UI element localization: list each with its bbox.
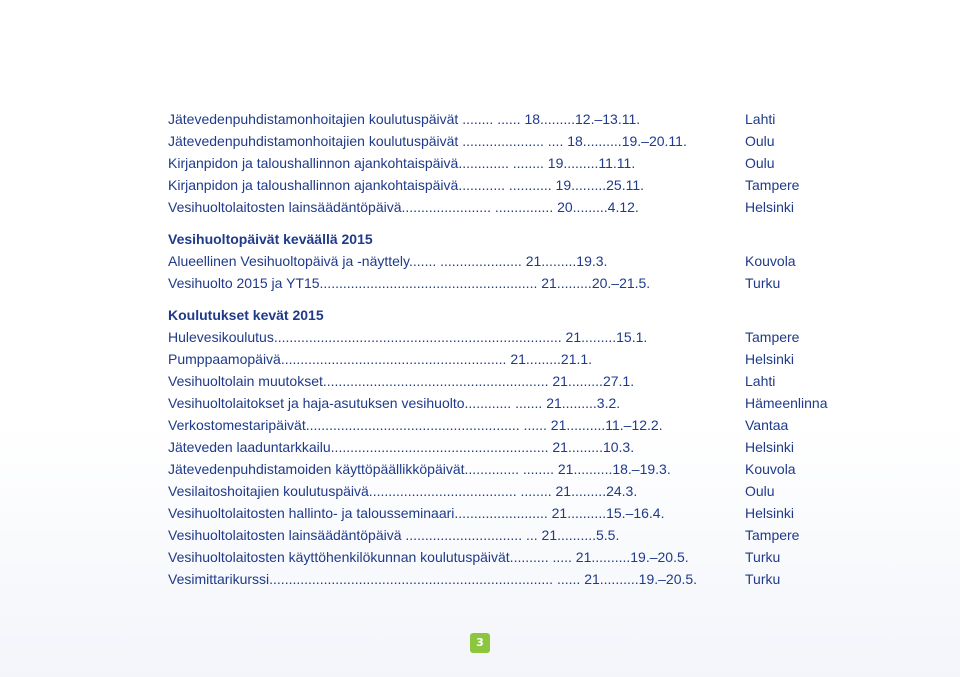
course-row: [168, 568, 868, 590]
course-entry: Jätevedenpuhdistamonhoitajien koulutuspäivät ........ ...... 18.........12.–13.11.: [168, 111, 641, 127]
course-entry: Vesihuolto 2015 ja YT15........................................................ 21.........20.–21.5.: [168, 275, 651, 291]
course-entry: Jäteveden laaduntarkkailu........................................................ 21.........10.3.: [168, 439, 635, 455]
course-row: [168, 502, 868, 524]
course-row: [168, 524, 868, 546]
course-entry: Jätevedenpuhdistamoiden käyttöpäällikköpäivät.............. ........ 21..........18.–19.3.: [168, 461, 671, 477]
course-city: Tampere: [745, 177, 800, 193]
course-entry: Verkostomestaripäivät....................................................... ...... 21..........11.–12.2.: [168, 417, 663, 433]
course-city: Oulu: [745, 133, 775, 149]
course-row: [168, 348, 868, 370]
course-city: Kouvola: [745, 253, 796, 269]
course-entry: Hulevesikoulutus.......................................................................... 21.........15.1.: [168, 329, 648, 345]
course-city: Turku: [745, 571, 781, 587]
page-number-badge: 3: [470, 633, 490, 653]
course-row: [168, 272, 868, 294]
course-entry: Vesilaitoshoitajien koulutuspäivä...................................... ........ 21.........24.3.: [168, 483, 638, 499]
course-entry: Vesihuoltolaitosten lainsäädäntöpäivä .............................. ... 21..........5.5.: [168, 527, 620, 543]
course-city: Tampere: [745, 329, 800, 345]
course-row: [168, 436, 868, 458]
course-city: Turku: [745, 275, 781, 291]
course-row: [168, 196, 868, 218]
course-row: [168, 458, 868, 480]
course-entry: Kirjanpidon ja taloushallinnon ajankohtaispäivä............. ........ 19.........11.11.: [168, 155, 636, 171]
course-city: Oulu: [745, 155, 775, 171]
course-row: [168, 130, 868, 152]
section-spring-courses: [168, 304, 868, 590]
course-entry: Vesihuoltolaitosten hallinto- ja talousseminaari........................ 21..........15.–16.4.: [168, 505, 665, 521]
course-entry: Vesihuoltolain muutokset.......................................................... 21.........27.1.: [168, 373, 635, 389]
course-entry: Alueellinen Vesihuoltopäivä ja -näyttely....... ..................... 21.........19.3.: [168, 253, 608, 269]
course-row: [168, 108, 868, 130]
course-row: [168, 546, 868, 568]
course-entry: Pumppaamopäivä.......................................................... 21.........21.1.: [168, 351, 593, 367]
course-entry: Vesihuoltolaitokset ja haja-asutuksen vesihuolto............ ....... 21.........3.2.: [168, 395, 621, 411]
course-row: [168, 414, 868, 436]
course-entry: Vesihuoltolaitosten lainsäädäntöpäivä....................... ............... 20.........4.12.: [168, 199, 639, 215]
course-row: [168, 250, 868, 272]
course-entry: Vesihuoltolaitosten käyttöhenkilökunnan koulutuspäivät.......... ..... 21..........19.–20.5.: [168, 549, 689, 565]
course-entry: Vesimittarikurssi......................................................................... ...... 21..........19.–20.5.: [168, 571, 698, 587]
course-row: [168, 326, 868, 348]
course-city: Lahti: [745, 111, 776, 127]
course-city: Oulu: [745, 483, 775, 499]
course-city: Helsinki: [745, 505, 795, 521]
course-row: [168, 370, 868, 392]
course-row: [168, 174, 868, 196]
course-city: Helsinki: [745, 199, 795, 215]
section-heading: Koulutukset kevät 2015: [168, 307, 324, 323]
course-row: [168, 480, 868, 502]
course-entry: Kirjanpidon ja taloushallinnon ajankohtaispäivä............ ........... 19.........25.11.: [168, 177, 645, 193]
course-row: [168, 392, 868, 414]
section-heading: Vesihuoltopäivät keväällä 2015: [168, 231, 373, 247]
course-city: Vantaa: [745, 417, 789, 433]
course-city: Helsinki: [745, 439, 795, 455]
course-city: Kouvola: [745, 461, 796, 477]
course-city: Hämeenlinna: [745, 395, 828, 411]
course-city: Tampere: [745, 527, 800, 543]
course-row: [168, 152, 868, 174]
course-entry: Jätevedenpuhdistamonhoitajien koulutuspäivät ..................... .... 18..........19.–20.11.: [168, 133, 687, 149]
course-calendar: [168, 108, 868, 590]
course-city: Turku: [745, 549, 781, 565]
course-city: Lahti: [745, 373, 776, 389]
course-city: Helsinki: [745, 351, 795, 367]
section-autumn-2014: [168, 108, 868, 218]
section-water-supply-days: [168, 228, 868, 294]
